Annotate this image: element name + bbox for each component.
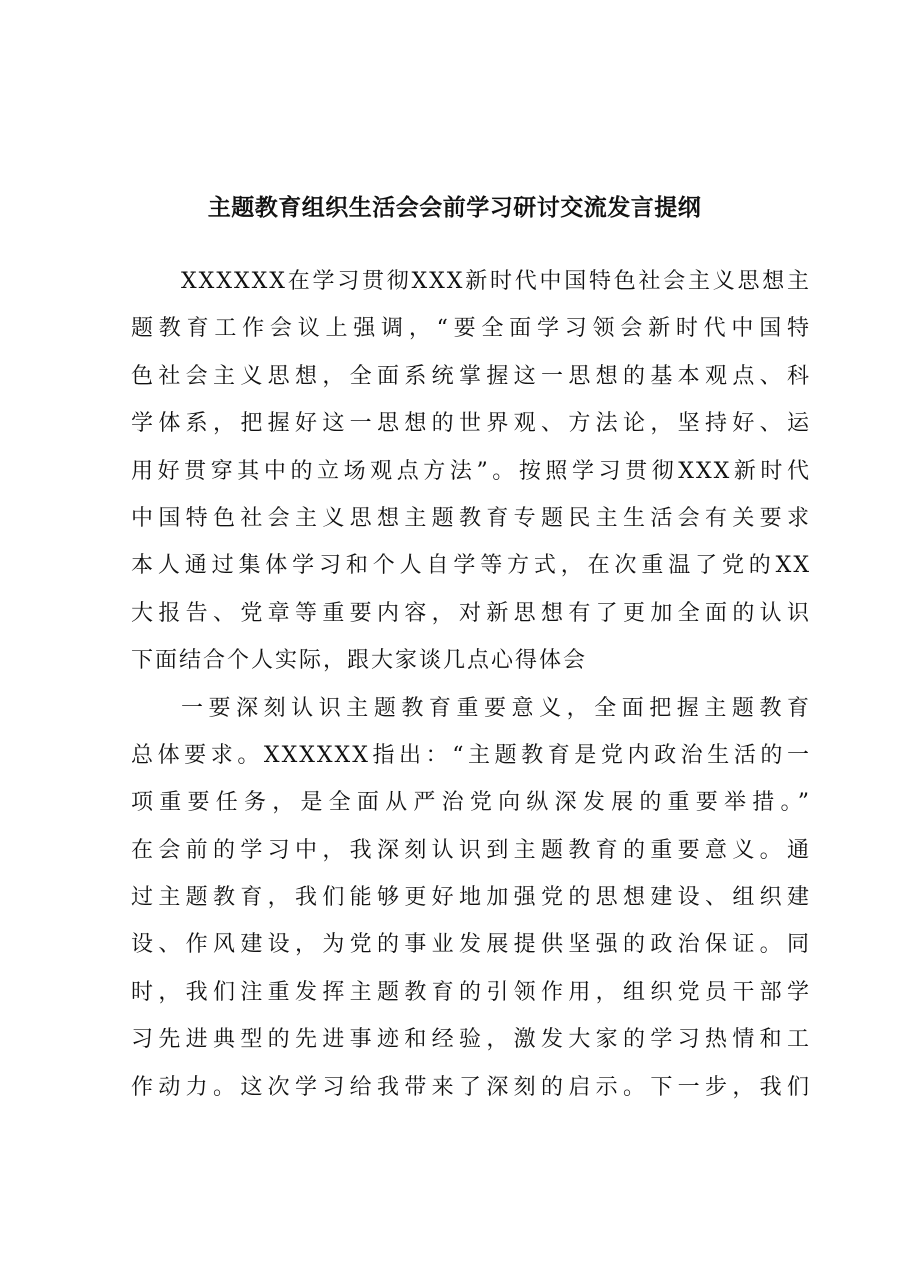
paragraph-line: 一要深刻认识主题教育重要意义，全面把握主题教育 (181, 695, 811, 721)
paragraph-line: 项重要任务，是全面从严治党向纵深发展的重要举措。” (131, 790, 811, 816)
paragraph-line: 设、作风建设，为党的事业发展提供坚强的政治保证。同 (131, 932, 811, 958)
paragraph-line: 总体要求。XXXXXX指出：“主题教育是党内政治生活的一 (131, 742, 811, 768)
paragraph-line: 习先进典型的先进事迹和经验，激发大家的学习热情和工 (131, 1027, 811, 1053)
paragraph-line: 在会前的学习中，我深刻认识到主题教育的重要意义。通 (131, 837, 811, 863)
document-body (131, 258, 811, 1111)
paragraph-line: 大报告、党章等重要内容，对新思想有了更加全面的认识 (131, 600, 811, 626)
document-title: 主题教育组织生活会会前学习研讨交流发言提纲 (207, 194, 702, 221)
paragraph-line: 中国特色社会主义思想主题教育专题民主生活会有关要求 (131, 505, 811, 531)
paragraph-line: 学体系，把握好这一思想的世界观、方法论，坚持好、运 (131, 411, 811, 437)
paragraph-line: XXXXXX在学习贯彻XXX新时代中国特色社会主义思想主 (181, 269, 811, 294)
paragraph-line: 作动力。这次学习给我带来了深刻的启示。下一步，我们 (131, 1074, 811, 1100)
paragraph-line: 时，我们注重发挥主题教育的引领作用，组织党员干部学 (131, 979, 811, 1005)
paragraph-1 (131, 258, 811, 685)
paragraph-line: 色社会主义思想，全面系统掌握这一思想的基本观点、科 (131, 363, 811, 389)
paragraph-line: 本人通过集体学习和个人自学等方式，在次重温了党的XX (131, 553, 811, 579)
paragraph-line: 下面结合个人实际，跟大家谈几点心得体会 (131, 648, 588, 674)
paragraph-line: 题教育工作会议上强调，“要全面学习领会新时代中国特 (131, 316, 811, 342)
paragraph-line: 用好贯穿其中的立场观点方法”。按照学习贯彻XXX新时代 (131, 458, 811, 484)
paragraph-2 (131, 685, 811, 1112)
paragraph-line: 过主题教育，我们能够更好地加强党的思想建设、组织建 (131, 885, 811, 911)
